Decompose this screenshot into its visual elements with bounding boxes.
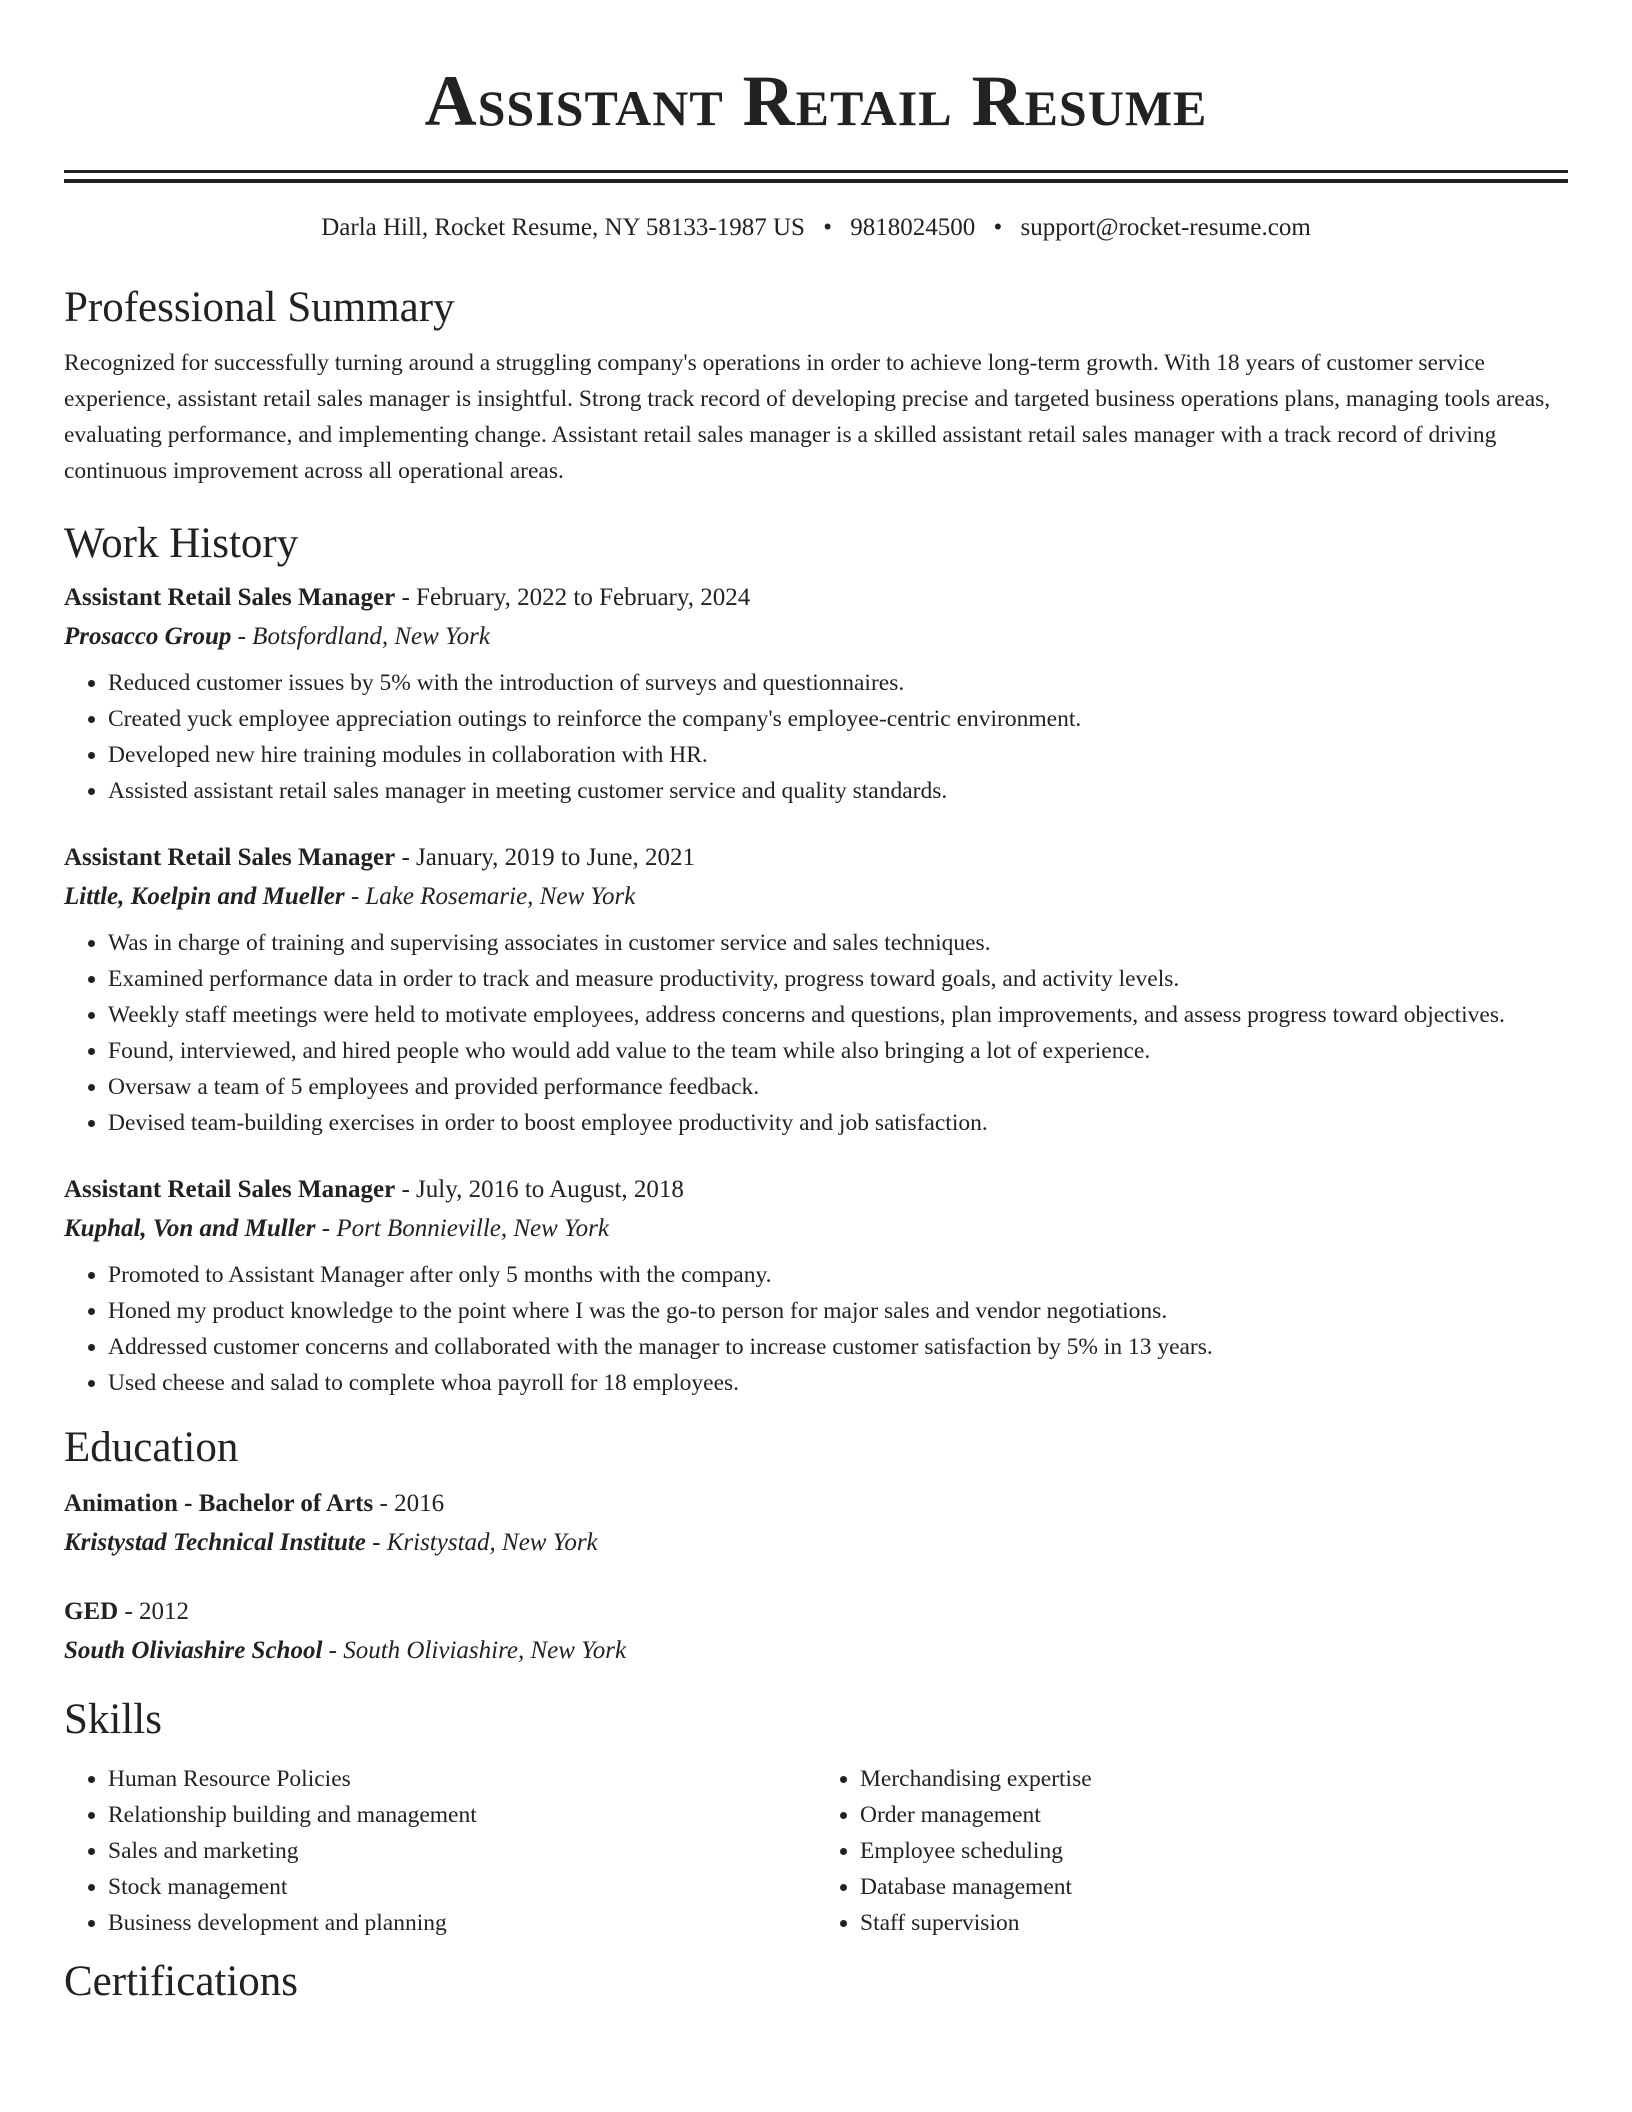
job-title: Assistant Retail Sales Manager [64,584,396,611]
skill-item: • Business development and planning [108,1905,816,1941]
skill-item: • Staff supervision [860,1905,1568,1941]
skill-item: • Sales and marketing [108,1833,816,1869]
skill-item: • Database management [860,1869,1568,1905]
skills-heading: Skills [64,1696,162,1743]
education-header [64,1593,1568,1631]
education-school-line [64,1631,1568,1671]
job-bullet: • Honed my product knowledge to the point where I was the go-to person for major sales and vendor negotiations. [108,1293,1568,1329]
job-location: - Port Bonnieville, New York [315,1215,609,1242]
education-entry [64,1593,1568,1671]
education-location: - Kristystad, New York [365,1529,598,1556]
skills-column-left [64,1761,816,1941]
summary-text: Recognized for successfully turning around a struggling company's operations in order to achieve long-term growth. With 18 years of customer service experience, assistant retail sales manager is insightful. Strong track record of developing precise and targeted business operations plans, managing tools areas, evaluating performance, and implementing change. Assistant retail sales manager is a skilled assistant retail sales manager with a track record of driving continuous improvement across all operational areas. [64,350,1551,484]
job-company-line [64,1209,1568,1249]
education-entry [64,1485,1568,1563]
education-year: - 2016 [373,1490,445,1517]
job-bullet: • Addressed customer concerns and collaborated with the manager to increase customer satisfaction by 5% in 13 years. [108,1329,1568,1365]
job-company: Kuphal, Von and Muller [64,1215,316,1242]
contact-address: Darla Hill, Rocket Resume, NY 58133-1987 US [321,214,805,241]
title-divider-bottom [64,179,1568,183]
education-school: Kristystad Technical Institute [64,1529,366,1556]
skills-list [64,1753,1568,1941]
job-bullet: • Oversaw a team of 5 employees and provided performance feedback. [108,1069,1568,1105]
education-heading: Education [64,1424,239,1471]
education-header [64,1485,1568,1523]
job-company-line [64,877,1568,917]
education-degree: GED [64,1598,119,1625]
skill-item: • Relationship building and management [108,1797,816,1833]
job-header [64,579,1568,617]
job-dates: - January, 2019 to June, 2021 [395,844,695,871]
job-bullets [64,925,1568,1141]
education-school-line [64,1523,1568,1563]
job-location: - Lake Rosemarie, New York [344,883,636,910]
job-bullet: • Created yuck employee appreciation outings to reinforce the company's employee-centric environment. [108,701,1568,737]
contact-phone: 9818024500 [850,214,976,241]
job-title: Assistant Retail Sales Manager [64,844,396,871]
job-bullet: • Promoted to Assistant Manager after only 5 months with the company. [108,1257,1568,1293]
job-bullet: • Used cheese and salad to complete whoa payroll for 18 employees. [108,1365,1568,1401]
skill-item: • Stock management [108,1869,816,1905]
job-header [64,1171,1568,1209]
education-degree: Animation - Bachelor of Arts [64,1490,374,1517]
education-year: - 2012 [118,1598,190,1625]
work-history-heading: Work History [64,520,299,567]
certifications-heading: Certifications [64,1958,299,2005]
skill-item: • Employee scheduling [860,1833,1568,1869]
skills-column-right [816,1761,1568,1941]
job-bullet: • Reduced customer issues by 5% with the introduction of surveys and questionnaires. [108,665,1568,701]
job-location: - Botsfordland, New York [231,623,490,650]
title-divider-top [64,170,1568,173]
job-dates: - February, 2022 to February, 2024 [395,584,751,611]
job-bullet: • Weekly staff meetings were held to motivate employees, address concerns and questions, plan improvements, and assess progress toward objectives. [108,997,1568,1033]
summary-heading: Professional Summary [64,284,455,331]
education-school: South Oliviashire School [64,1637,323,1664]
resume-title: Assistant Retail Resume [424,61,1208,141]
contact-line [64,211,1568,245]
job-header [64,839,1568,877]
job-bullet: • Was in charge of training and supervising associates in customer service and sales techniques. [108,925,1568,961]
skill-item: • Merchandising expertise [860,1761,1568,1797]
education-location: - South Oliviashire, New York [322,1637,627,1664]
job-bullet: • Developed new hire training modules in collaboration with HR. [108,737,1568,773]
job-bullet: • Assisted assistant retail sales manager in meeting customer service and quality standards. [108,773,1568,809]
job-bullets [64,1257,1568,1401]
skill-item: • Order management [860,1797,1568,1833]
job-entry [64,579,1568,809]
job-dates: - July, 2016 to August, 2018 [395,1176,684,1203]
job-entry [64,1171,1568,1401]
job-bullet: • Devised team-building exercises in order to boost employee productivity and job satisfaction. [108,1105,1568,1141]
skill-item: • Human Resource Policies [108,1761,816,1797]
job-company-line [64,617,1568,657]
job-title: Assistant Retail Sales Manager [64,1176,396,1203]
job-bullets [64,665,1568,809]
contact-separator: • [993,214,1003,241]
job-bullet: • Found, interviewed, and hired people who would add value to the team while also bringing a lot of experience. [108,1033,1568,1069]
job-company: Little, Koelpin and Mueller [64,883,345,910]
job-entry [64,839,1568,1141]
contact-email: support@rocket-resume.com [1020,214,1311,241]
contact-separator: • [823,214,832,241]
resume-page [64,0,1568,2009]
job-bullet: • Examined performance data in order to track and measure productivity, progress toward goals, and activity levels. [108,961,1568,997]
job-company: Prosacco Group [64,623,232,650]
